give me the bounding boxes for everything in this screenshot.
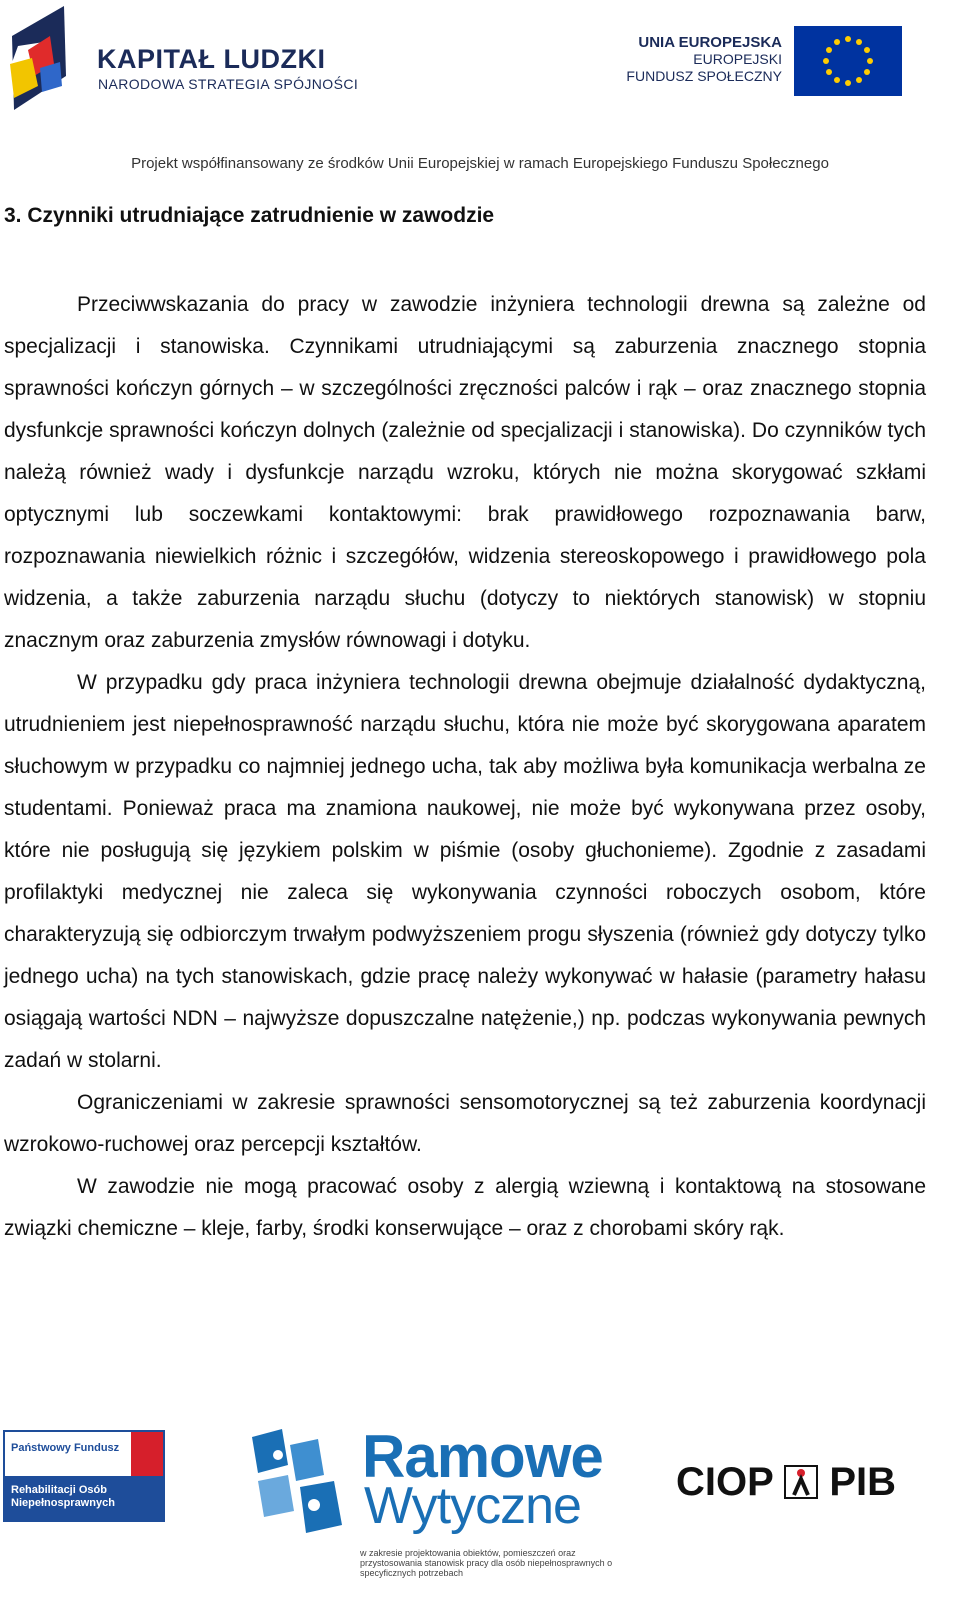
ramowe-title: Ramowe <box>362 1423 603 1490</box>
paragraph-4: W zawodzie nie mogą pracować osoby z alergią wziewną i kontaktową na stosowane związki chemiczne – kleje, farby, środki konserwujące – oraz z chorobami skóry rąk. <box>4 1175 926 1240</box>
pfron-line-1: Państwowy Fundusz <box>11 1442 120 1454</box>
ramowe-wytyczne-graphic-icon <box>248 1425 348 1540</box>
kapital-ludzki-subtitle: NARODOWA STRATEGIA SPÓJNOŚCI <box>98 76 359 92</box>
eu-line-2: EUROPEJSKI <box>693 51 782 67</box>
ciop-person-icon <box>784 1465 818 1499</box>
kapital-ludzki-logo-icon <box>4 6 94 116</box>
eu-line-1: UNIA EUROPEJSKA <box>638 34 782 51</box>
eu-line-3: FUNDUSZ SPOŁECZNY <box>626 68 782 84</box>
footer-logos <box>0 1420 960 1621</box>
ciop-text: CIOP <box>676 1460 774 1504</box>
document-body <box>4 200 926 1250</box>
pfron-red-block <box>131 1432 163 1478</box>
eu-flag-icon <box>794 26 902 96</box>
paragraph-3: Ograniczeniami w zakresie sprawności sensomotorycznej są też zaburzenia koordynacji wzrokowo-ruchowej oraz percepcji kształtów. <box>4 1091 926 1156</box>
section-heading: 3. Czynniki utrudniające zatrudnienie w zawodzie <box>4 204 495 227</box>
paragraph-2: W przypadku gdy praca inżyniera technologii drewna obejmuje działalność dydaktyczną, utrudnieniem jest niepełnosprawność narządu słuchu, która nie może być skorygowana aparatem słuchowym w przypadku co najmniej jednego ucha, tak aby możliwa była komunikacja werbalna ze studentami. Ponieważ praca ma znamiona naukowej, nie może być wykonywana przez osoby, które nie posługują się językiem polskim w piśmie (osoby głuchonieme). Zgodnie z zasadami profilaktyki medycznej nie zaleca się wykonywania czynności roboczych osobom, które charakteryzują się odbiorczym trwałym podwyższeniem progu słyszenia (również gdy dotyczy tylko jednego ucha) na tych stanowiskach, gdzie pracę należy wykonywać w hałasie (parametry hałasu osiągają wartości NDN – najwyższe dopuszczalne natężenie,) np. podczas wykonywania pewnych zadań w stolarni. <box>4 671 926 1072</box>
pfron-line-2: Rehabilitacji Osób Niepełnosprawnych <box>11 1484 115 1509</box>
wytyczne-title: Wytyczne <box>364 1477 581 1535</box>
kapital-ludzki-title: KAPITAŁ LUDZKI <box>97 44 326 74</box>
pfron-logo <box>3 1430 165 1522</box>
cofinancing-note: Projekt współfinansowany ze środków Unii Europejskiej w ramach Europejskiego Funduszu Społecznego <box>131 155 829 172</box>
paragraph-1: Przeciwwskazania do pracy w zawodzie inżyniera technologii drewna są zależne od specjalizacji i stanowiska. Czynnikami utrudniającymi są zaburzenia znacznego stopnia sprawności kończyn górnych – w szczególności zręczności palców i rąk – oraz znacznego stopnia dysfunkcje sprawności kończyn dolnych (zależnie od specjalizacji i stanowiska). Do czynników tych należą również wady i dysfunkcje narządu wzroku, których nie można skorygować szkłami optycznymi lub soczewkami kontaktowymi: brak prawidłowego rozpoznawania barw, rozpoznawania niewielkich różnic i szczegółów, widzenia stereoskopowego i prawidłowego pola widzenia, a także zaburzenia narządu słuchu (dotyczy to niektórych stanowisk) w stopniu znacznym oraz zaburzenia zmysłów równowagi i dotyku. <box>4 293 926 652</box>
ciop-pib-logo <box>676 1460 896 1505</box>
ramowe-wytyczne-caption: w zakresie projektowania obiektów, pomieszczeń oraz przystosowania stanowisk pracy dla osób niepełnosprawnych o specyficznych potrzebach <box>360 1548 613 1578</box>
eu-text-block <box>626 34 782 85</box>
header-logos <box>0 0 960 172</box>
pib-text: PIB <box>829 1460 897 1504</box>
